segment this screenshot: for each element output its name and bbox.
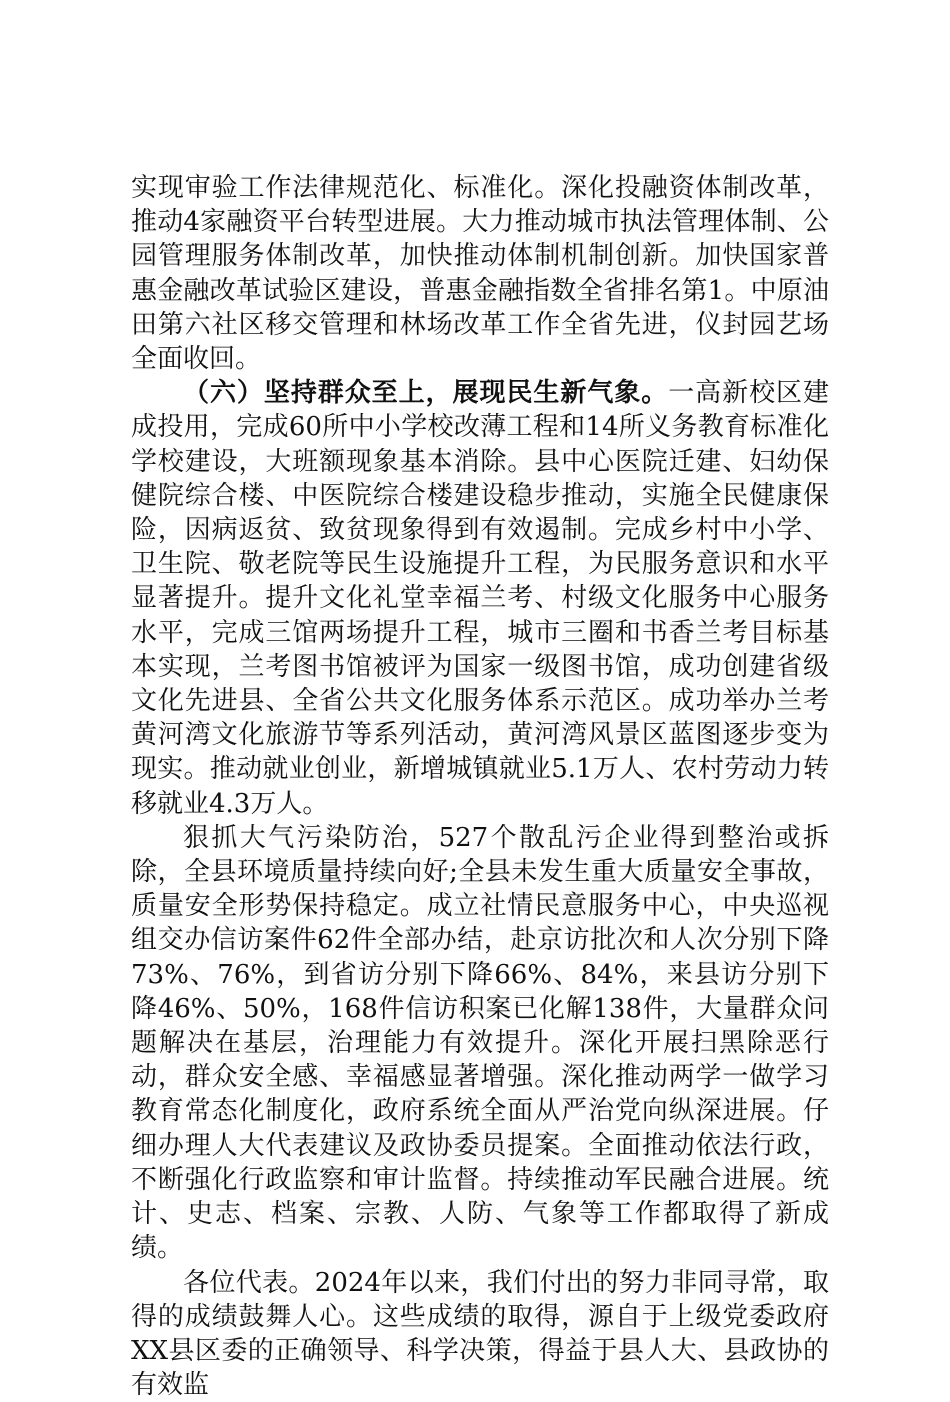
paragraph-3-text: 狠抓大气污染防治，527个散乱污企业得到整治或拆除，全县环境质量持续向好;全县未发生重大质量安全事故，质量安全形势保持稳定。成立社情民意服务中心，中央巡视组交办信访案件62件全部办结，赴京访批次和人次分别下降73%、76%，到省访分别下降66%、84%，来县访分别下降46%、50%，168件信访积案已化解138件，大量群众问题解决在基层，治理能力有效提升。深化开展扫黑除恶行动，群众安全感、幸福感显著增强。深化推动两学一做学习教育常态化制度化，政府系统全面从严治党向纵深进展。仔细办理人大代表建议及政协委员提案。全面推动依法行政，不断强化行政监察和审计监督。持续推动军民融合进展。统计、史志、档案、宗教、人防、气象等工作都取得了新成绩。 (131, 823, 829, 1263)
paragraph-2-text: 一高新校区建成投用，完成60所中小学校改薄工程和14所义务教育标准化学校建设，大班额现象基本消除。县中心医院迁建、妇幼保健院综合楼、中医院综合楼建设稳步推动，实施全民健康保险，因病返贫、致贫现象得到有效遏制。完成乡村中小学、卫生院、敬老院等民生设施提升工程，为民服务意识和水平显著提升。提升文化礼堂幸福兰考、村级文化服务中心服务水平，完成三馆两场提升工程，城市三圈和书香兰考目标基本实现，兰考图书馆被评为国家一级图书馆，成功创建省级文化先进县、全省公共文化服务体系示范区。成功举办兰考黄河湾文化旅游节等系列活动，黄河湾风景区蓝图逐步变为现实。推动就业创业，新增城镇就业5.1万人、农村劳动力转移就业4.3万人。 (131, 378, 829, 818)
paragraph-1-text: 实现审验工作法律规范化、标准化。深化投融资体制改革，推动4家融资平台转型进展。大力推动城市执法管理体制、公园管理服务体制改革，加快推动体制机制创新。加快国家普惠金融改革试验区建设，普惠金融指数全省排名第1。中原油田第六社区移交管理和林场改革工作全省先进，仪封园艺场全面收回。 (131, 173, 829, 374)
paragraph-4 (131, 1266, 829, 1402)
paragraph-4-text: 各位代表。2024年以来，我们付出的努力非同寻常，取得的成绩鼓舞人心。这些成绩的取得，源自于上级党委政府XX县区委的正确领导、科学决策，得益于县人大、县政协的有效监 (131, 1268, 829, 1401)
paragraph-3 (131, 821, 829, 1266)
document-body (131, 171, 829, 1402)
section-heading-six: （六）坚持群众至上，展现民生新气象。 (183, 378, 668, 408)
paragraph-2 (131, 376, 829, 821)
paragraph-1 (131, 171, 829, 376)
